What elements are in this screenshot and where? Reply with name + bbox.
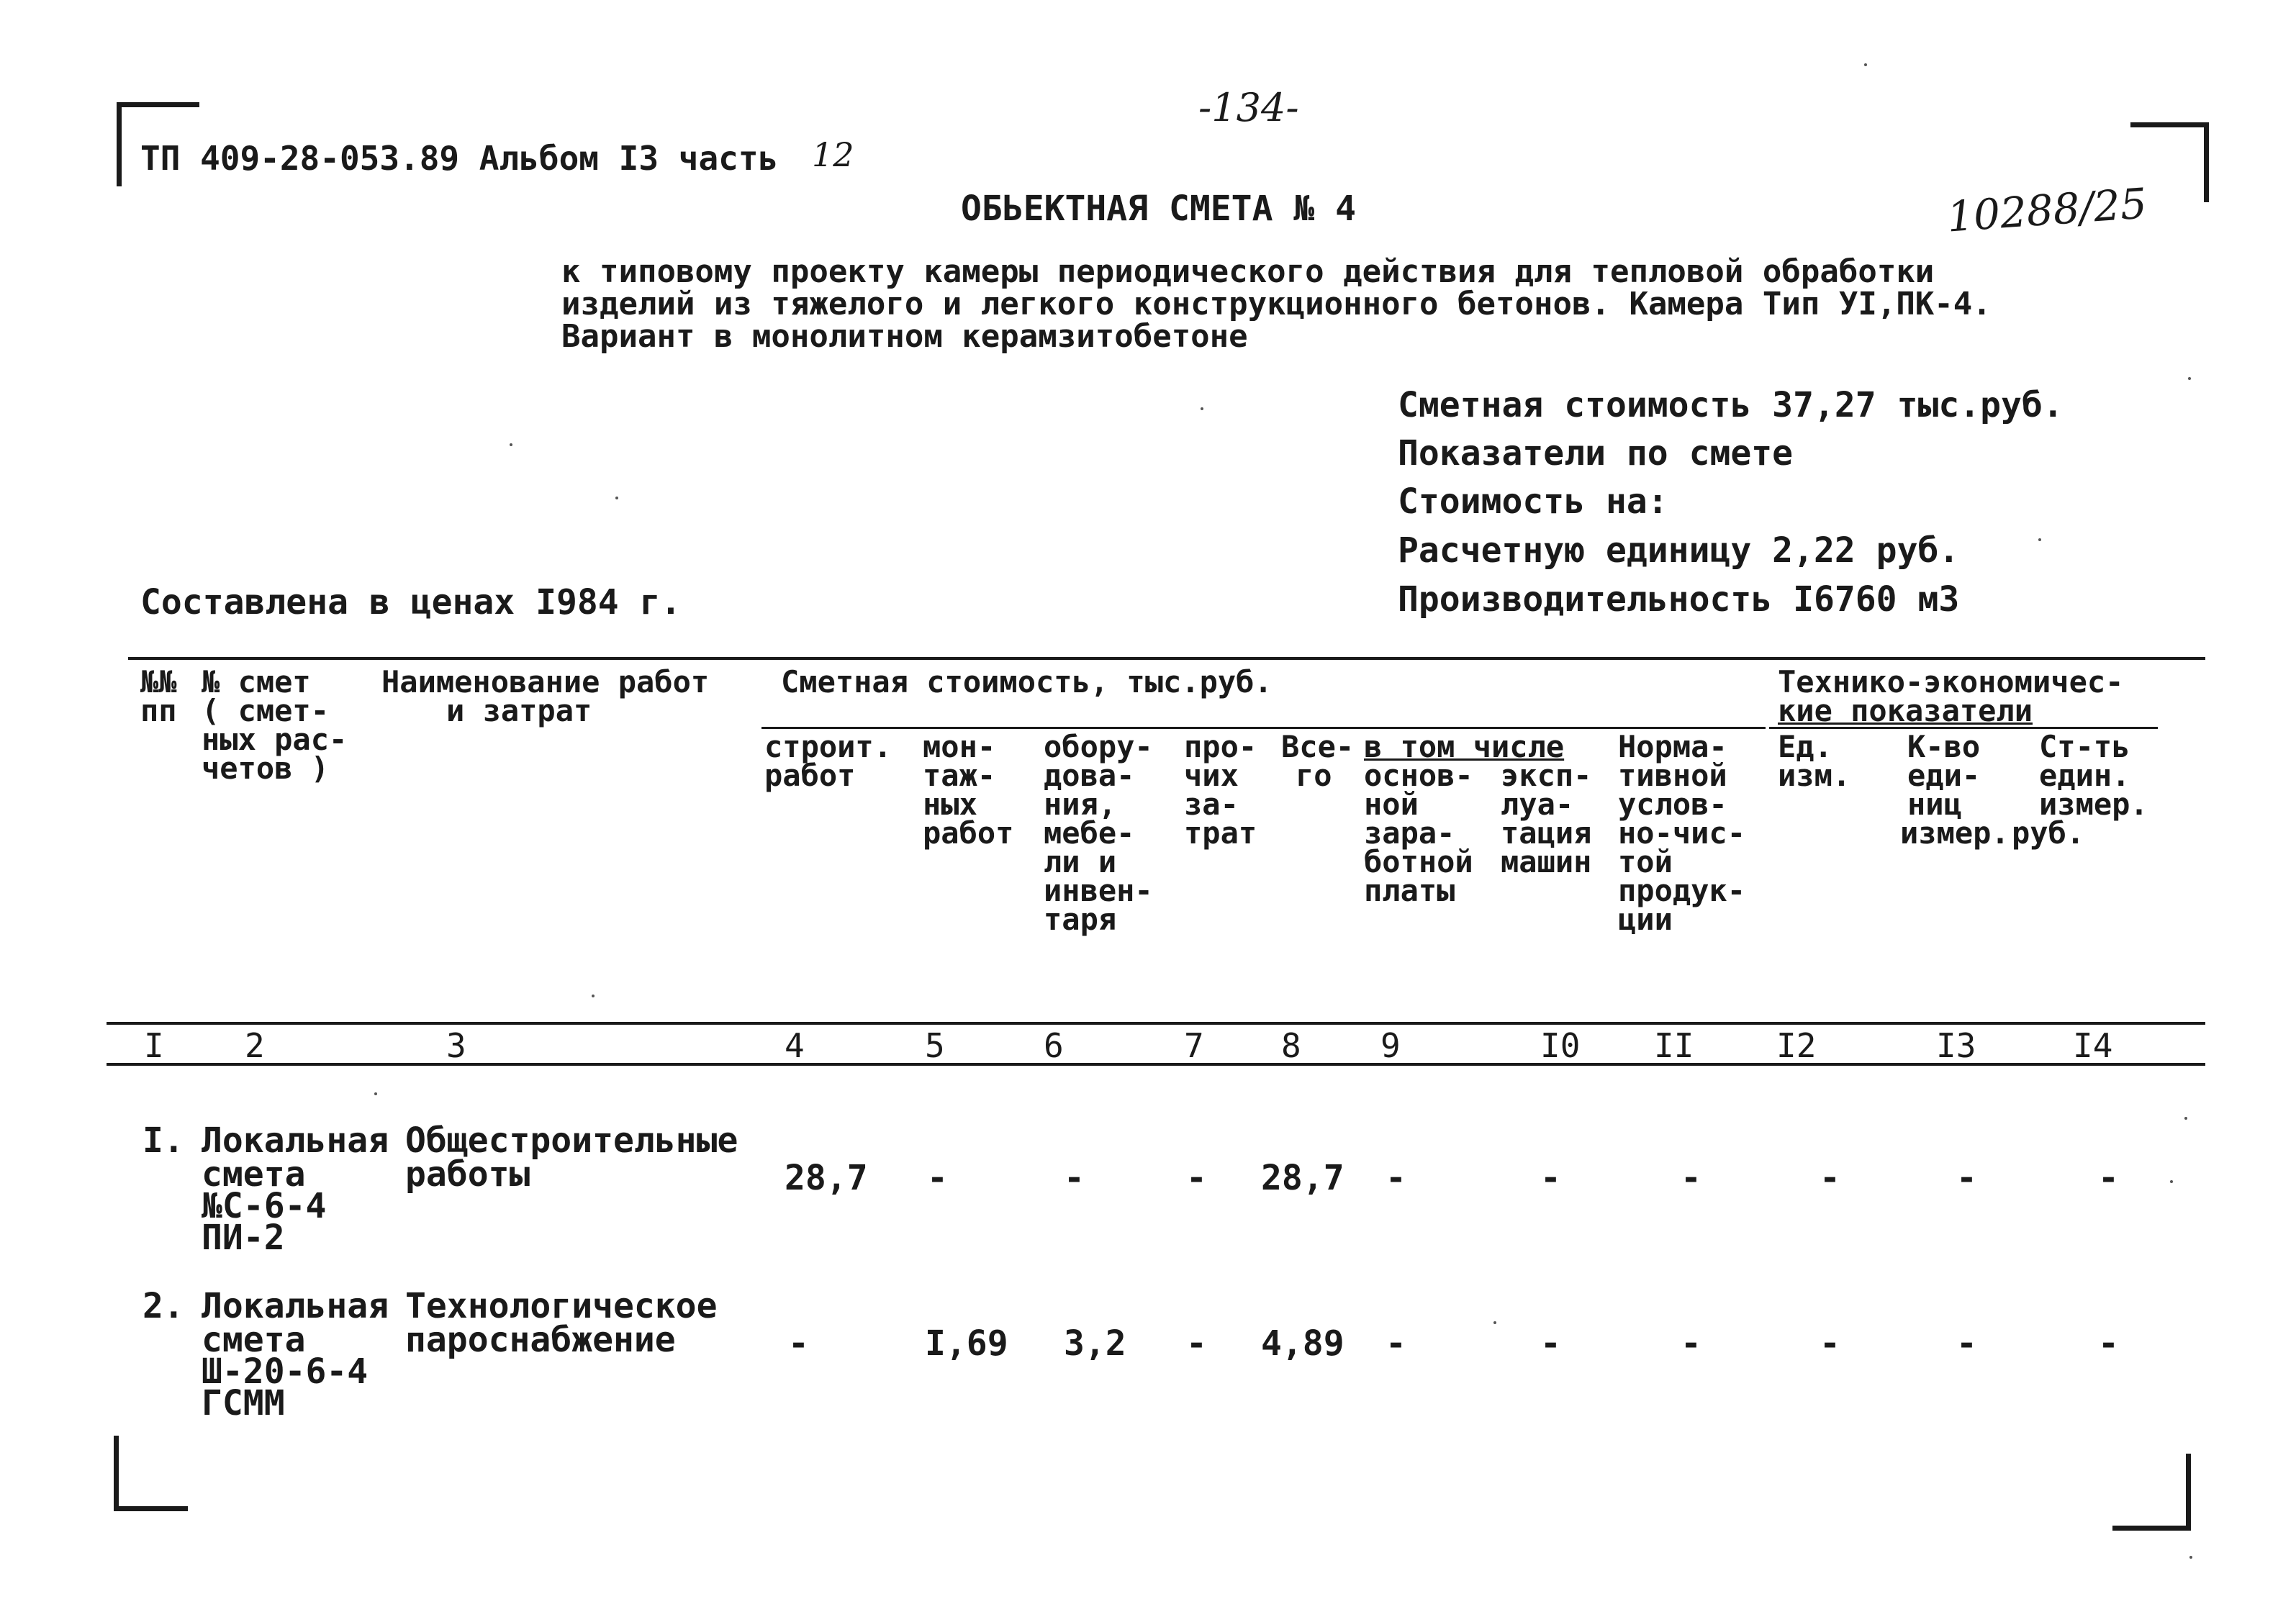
cost-group-rule xyxy=(761,727,1766,729)
header-col11: Норма- тивной услов- но-чис- той продук- ции xyxy=(1618,729,1746,937)
cell-unit: - xyxy=(1820,1158,1840,1198)
column-number: 2 xyxy=(245,1026,265,1065)
cost-per: Стоимость на: xyxy=(1398,481,1668,522)
column-number: 7 xyxy=(1184,1026,1204,1065)
cell-equipment: - xyxy=(1064,1158,1085,1198)
cell-machines: - xyxy=(1540,1158,1561,1198)
scan-speck xyxy=(2188,377,2191,380)
document-code: ТП 409-28-053.89 Альбом I3 часть xyxy=(140,139,779,178)
column-number: I4 xyxy=(2073,1026,2113,1065)
part-number: 12 xyxy=(812,135,854,174)
scan-speck xyxy=(592,995,595,997)
estimated-cost: Сметная стоимость 37,27 тыс.руб. xyxy=(1398,385,2064,425)
unit-cost: Расчетную единицу 2,22 руб. xyxy=(1398,530,1960,571)
productivity: Производительность I6760 м3 xyxy=(1398,579,1960,620)
header-col10: эксп- луа- тация машин xyxy=(1501,758,1592,879)
header-col6: обору- дова- ния, мебе- ли и инвен- таря xyxy=(1044,729,1153,937)
cell-equipment: 3,2 xyxy=(1064,1323,1126,1364)
column-number: 8 xyxy=(1281,1026,1301,1065)
cell-machines: - xyxy=(1540,1323,1561,1364)
cell-wages: - xyxy=(1386,1158,1406,1198)
cell-total: 4,89 xyxy=(1261,1323,1344,1364)
column-number: 3 xyxy=(446,1026,466,1065)
column-number: 4 xyxy=(785,1026,805,1065)
header-col5: мон- таж- ных работ xyxy=(923,729,1014,851)
header-including: в том числе xyxy=(1364,729,1565,764)
scan-speck xyxy=(2170,1180,2173,1183)
project-description-line: изделий из тяжелого и легкого конструкционного бетонов. Камера Тип УI,ПК-4. xyxy=(561,286,1992,322)
scan-speck xyxy=(1201,407,1203,410)
work-name: Общестроительные работы xyxy=(405,1120,738,1195)
cell-quantity: - xyxy=(1956,1158,1977,1198)
column-number: 6 xyxy=(1044,1026,1064,1065)
header-col3: Наименование работ и затрат xyxy=(381,664,710,728)
column-number: I2 xyxy=(1776,1026,1817,1065)
cell-unit-cost: - xyxy=(2098,1323,2119,1364)
header-col8: Все- го xyxy=(1281,729,1355,793)
column-number: I0 xyxy=(1540,1026,1581,1065)
column-numbers-rule xyxy=(107,1063,2205,1066)
cell-construction: - xyxy=(788,1323,809,1364)
project-description-line: к типовому проекту камеры периодического действия для тепловой обработки xyxy=(561,253,1935,290)
estimate-reference: Локальная смета №С-6-4 ПИ-2 xyxy=(202,1120,389,1258)
cell-construction: 28,7 xyxy=(785,1158,868,1198)
row-number: 2. xyxy=(143,1286,184,1326)
header-col12: Ед. изм. xyxy=(1778,729,1851,793)
cell-normative: - xyxy=(1681,1158,1701,1198)
cell-unit: - xyxy=(1820,1323,1840,1364)
table-top-rule xyxy=(128,657,2205,660)
scan-speck xyxy=(374,1092,377,1095)
cell-other: - xyxy=(1186,1158,1207,1198)
header-col13: К-во еди- ниц измер. xyxy=(1900,729,2010,851)
cell-other: - xyxy=(1186,1323,1207,1364)
header-bottom-rule xyxy=(107,1022,2205,1025)
scan-speck xyxy=(510,443,512,446)
archive-number: 10288/25 xyxy=(1945,178,2148,242)
cell-quantity: - xyxy=(1956,1323,1977,1364)
project-description-line: Вариант в монолитном керамзитобетоне xyxy=(561,318,1248,355)
header-col4: строит. работ xyxy=(764,729,892,793)
header-cost-group: Сметная стоимость, тыс.руб. xyxy=(781,664,1273,699)
scan-speck xyxy=(1864,63,1867,66)
row-number: I. xyxy=(143,1120,184,1161)
scan-speck xyxy=(2189,1556,2192,1559)
cell-wages: - xyxy=(1386,1323,1406,1364)
page-number: -134- xyxy=(1198,85,1299,130)
header-col14: Ст-ть един. измер. руб. xyxy=(2012,729,2148,851)
header-col7: про- чих за- трат xyxy=(1184,729,1257,851)
scan-speck xyxy=(2184,1117,2187,1120)
work-name: Технологическое пароснабжение xyxy=(405,1286,718,1360)
header-tech-group: Технико-экономичес- кие показатели xyxy=(1778,664,2124,728)
cell-total: 28,7 xyxy=(1261,1158,1344,1198)
corner-mark-bottom-right xyxy=(2112,1454,2191,1531)
column-number: 9 xyxy=(1380,1026,1401,1065)
scan-speck xyxy=(615,497,618,499)
scan-speck xyxy=(1493,1321,1496,1324)
cell-normative: - xyxy=(1681,1323,1701,1364)
column-number: I xyxy=(144,1026,164,1065)
column-number: 5 xyxy=(925,1026,945,1065)
cell-installation: I,69 xyxy=(925,1323,1008,1364)
corner-mark-bottom-left xyxy=(114,1436,188,1511)
scan-speck xyxy=(2038,538,2041,541)
column-number: I3 xyxy=(1936,1026,1976,1065)
cell-unit-cost: - xyxy=(2098,1158,2119,1198)
header-col2: № смет ( смет- ных рас- четов ) xyxy=(202,664,348,786)
prices-note: Составлена в ценах I984 г. xyxy=(140,582,682,622)
header-col9: основ- ной зара- ботной платы xyxy=(1364,758,1473,908)
cell-installation: - xyxy=(927,1158,948,1198)
page-title: ОБЬЕКТНАЯ СМЕТА № 4 xyxy=(961,189,1357,229)
column-number: II xyxy=(1654,1026,1694,1065)
header-col1: №№ пп xyxy=(140,664,177,728)
estimate-indicators: Показатели по смете xyxy=(1398,433,1794,474)
estimate-reference: Локальная смета Ш-20-6-4 ГСММ xyxy=(202,1286,389,1423)
